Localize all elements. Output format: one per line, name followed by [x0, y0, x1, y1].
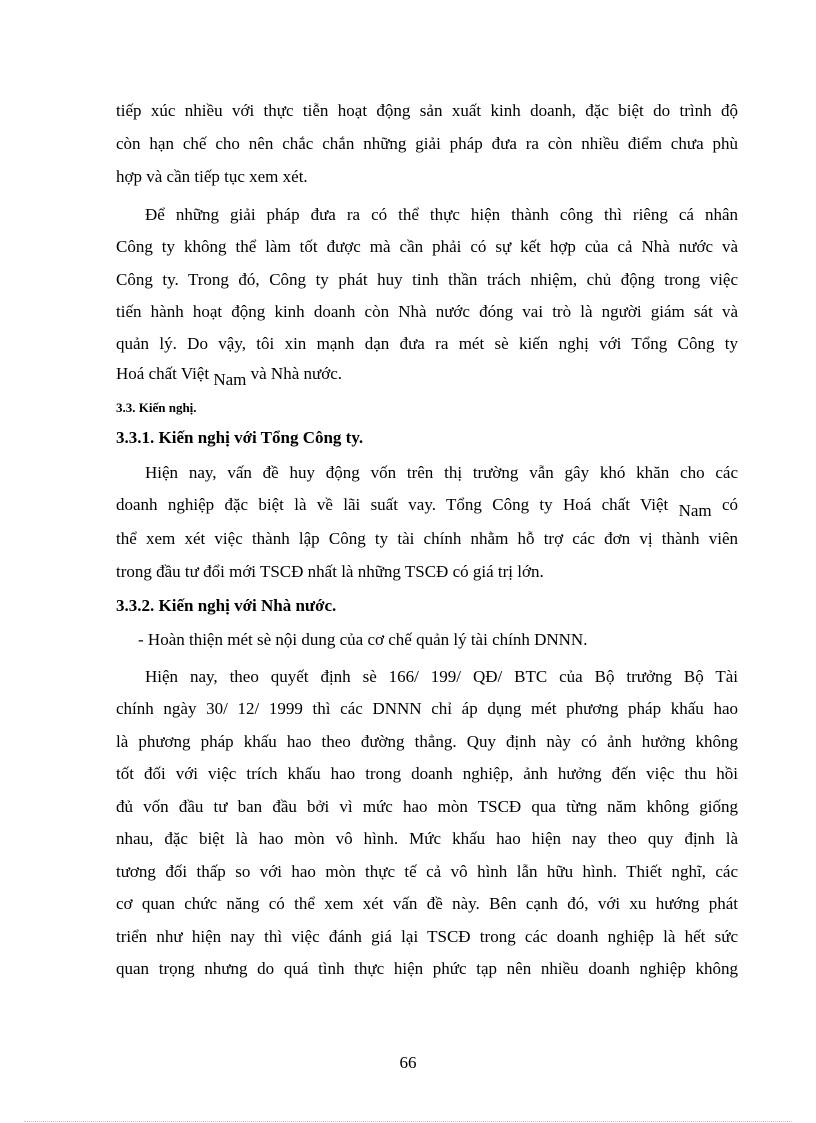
- para2-line-5: quản lý. Do vậy, tôi xin mạnh dạn đưa ra mét sè kiến nghị với Tổng Công ty: [116, 334, 738, 353]
- para2-line-2: Công ty không thể làm tốt được mà cần phải có sự kết hợp của cả Nhà nước và: [116, 237, 738, 256]
- s331-line-2-c: có: [711, 495, 738, 514]
- para2-line-6-a: Hoá chất Việt: [116, 364, 214, 383]
- page-number: 66: [399, 1053, 417, 1072]
- page-bottom-rule: [24, 1121, 792, 1122]
- s332-list-item: - Hoàn thiện mét sè nội dung của cơ chế quản lý tài chính DNNN.: [138, 630, 588, 649]
- para2-line-4: tiến hành hoạt động kinh doanh còn Nhà nước đóng vai trò là người giám sát và: [116, 302, 738, 321]
- para2-line-3: Công ty. Trong đó, Công ty phát huy tinh thần trách nhiệm, chủ động trong việc: [116, 270, 738, 289]
- s332-line-10: quan trọng nhưng do quá tình thực hiện phức tạp nên nhiều doanh nghiệp không: [116, 959, 738, 978]
- intro-line-1: tiếp xúc nhiều với thực tiễn hoạt động sản xuất kinh doanh, đặc biệt do trình độ: [116, 101, 738, 120]
- intro-line-3: hợp và cần tiếp tục xem xét.: [116, 167, 308, 186]
- intro-line-2: còn hạn chế cho nên chắc chắn những giải pháp đưa ra còn nhiều điểm chưa phù: [116, 134, 738, 153]
- s331-line-1: Hiện nay, vấn đề huy động vốn trên thị trường vẫn gây khó khăn cho các: [145, 463, 738, 482]
- s332-line-3: là phương pháp khấu hao theo đường thẳng. Quy định này có ảnh hưởng không: [116, 732, 738, 751]
- s332-line-7: tương đối thấp so với hao mòn thực tế cả vô hình lẫn hữu hình. Thiết nghĩ, các: [116, 862, 738, 881]
- para2-line-6-nam: Nam: [213, 370, 247, 389]
- section-3-3-2-heading: 3.3.2. Kiến nghị với Nhà nước.: [116, 596, 337, 615]
- s331-line-2-a: doanh nghiệp đặc biệt là về lãi suất vay. Tổng Công ty Hoá chất Việt: [116, 495, 679, 514]
- section-3-3-1-heading: 3.3.1. Kiến nghị với Tổng Công ty.: [116, 428, 364, 447]
- s332-line-5: đủ vốn đầu tư ban đầu bởi vì mức hao mòn TSCĐ qua từng năm không giống: [116, 797, 738, 816]
- s332-line-9: triển như hiện nay thì việc đánh giá lại TSCĐ trong các doanh nghiệp là hết sức: [116, 927, 738, 946]
- para2-line-6: [116, 364, 738, 389]
- s331-line-3: thể xem xét việc thành lập Công ty tài chính nhằm hỗ trợ các đơn vị thành viên: [116, 529, 738, 548]
- s332-line-6: nhau, đặc biệt là hao mòn vô hình. Mức khấu hao hiện nay theo quy định là: [116, 829, 738, 848]
- para2-line-6-c: và Nhà nước.: [246, 364, 342, 383]
- s332-line-2: chính ngày 30/ 12/ 1999 thì các DNNN chỉ áp dụng mét phương pháp khấu hao: [116, 699, 738, 718]
- s331-line-2-nam: Nam: [678, 501, 712, 520]
- s332-line-1: Hiện nay, theo quyết định sè 166/ 199/ QĐ/ BTC của Bộ trưởng Bộ Tài: [145, 667, 738, 686]
- para2-line-1: Để những giải pháp đưa ra có thể thực hiện thành công thì riêng cá nhân: [145, 205, 738, 224]
- s331-line-4: trong đầu tư đổi mới TSCĐ nhất là những TSCĐ có giá trị lớn.: [116, 562, 544, 581]
- s331-line-2: [116, 495, 738, 520]
- s332-line-4: tốt đối với việc trích khấu hao trong doanh nghiệp, ảnh hưởng đến việc thu hồi: [116, 764, 738, 783]
- section-3-3-heading: 3.3. Kiến nghị.: [116, 400, 197, 415]
- s332-line-8: cơ quan chức năng có thể xem xét vấn đề này. Bên cạnh đó, với xu hướng phát: [116, 894, 738, 913]
